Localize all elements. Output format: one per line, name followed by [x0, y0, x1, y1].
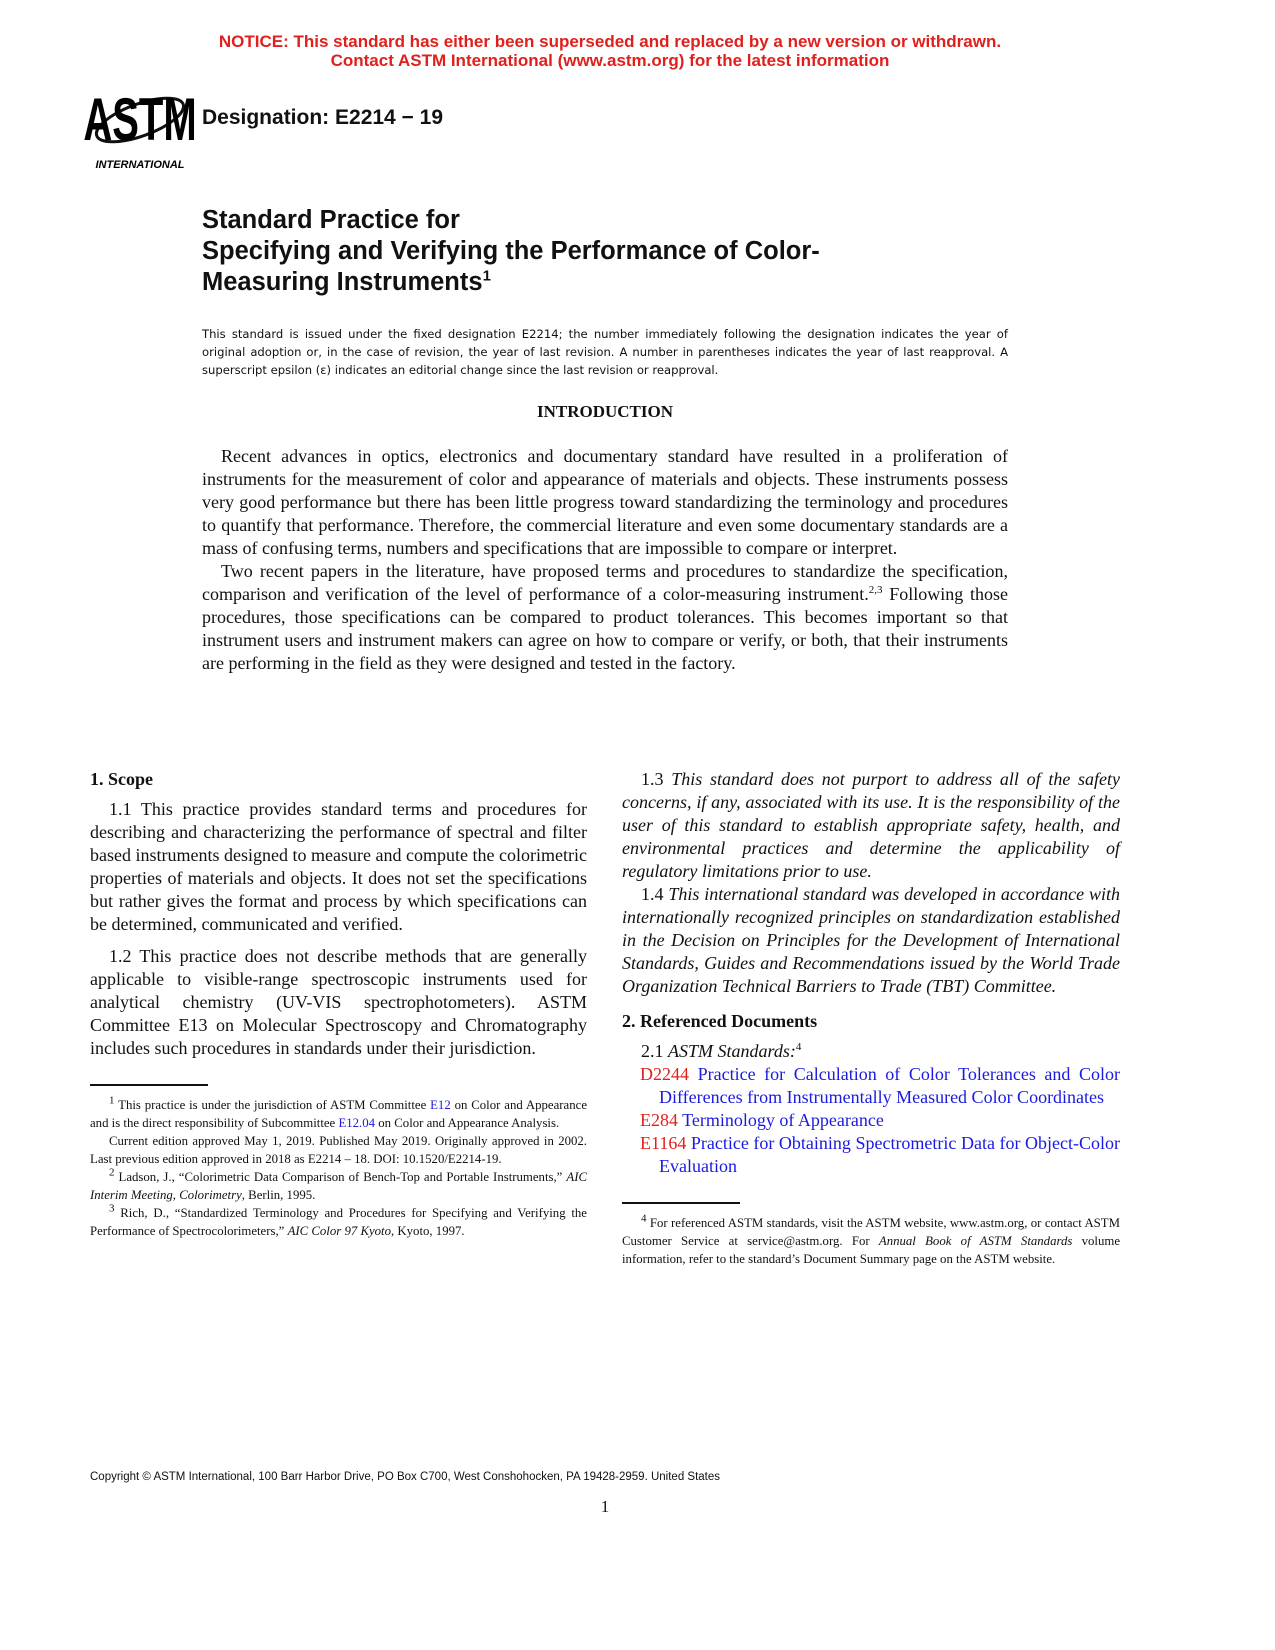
- title-line-1: Standard Practice for: [202, 206, 460, 234]
- footnote-ref: 4: [795, 1041, 802, 1053]
- text: AIC Interim Meeting, Colorimetry: [90, 1170, 587, 1202]
- text: Ladson, J., “Colorimetric Data Comparison of Bench-Top and Portable Instruments,”: [118, 1170, 567, 1184]
- title-line-3: Measuring Instruments: [202, 268, 483, 296]
- text: 1.3: [641, 769, 672, 789]
- reference-code-link[interactable]: D2244: [640, 1064, 689, 1084]
- supersede-notice: [0, 32, 1220, 70]
- paragraph-2-1: [622, 1040, 1120, 1063]
- designation: Designation: E2214 − 19: [202, 106, 444, 129]
- footnote-number: 3: [109, 1202, 115, 1215]
- title-footnote-ref: 1: [482, 267, 491, 285]
- text: 1.4: [641, 884, 669, 904]
- footnote-4: [622, 1214, 1120, 1268]
- text: This practice is under the jurisdiction of ASTM Committee: [118, 1098, 431, 1112]
- footnotes: [90, 1096, 587, 1240]
- intro-paragraph: [202, 560, 1008, 675]
- footnote-2: [90, 1168, 587, 1204]
- footnotes-right: [622, 1214, 1120, 1268]
- text: volume information, refer to the standard’s Document Summary page on the ASTM website.: [622, 1234, 1121, 1266]
- footnote-number: 2: [109, 1166, 115, 1179]
- text: Annual Book of ASTM Standards: [878, 1234, 1073, 1248]
- text: AIC Color 97 Kyoto: [287, 1224, 392, 1238]
- footnote-3: [90, 1204, 587, 1240]
- astm-logo: [83, 80, 197, 175]
- notice-line-2: Contact ASTM International (www.astm.org) for the latest information: [330, 51, 890, 70]
- left-column: [90, 768, 587, 1240]
- page-number: 1: [600, 1497, 610, 1516]
- footnote-number: 1: [109, 1094, 115, 1107]
- committee-e12-link[interactable]: E12: [430, 1098, 451, 1112]
- text: Rich, D., “Standardized Terminology and Procedures for Specifying and Verifying the Performance of Spectrocolorimeters,”: [90, 1206, 587, 1238]
- copyright: Copyright © ASTM International, 100 Barr Harbor Drive, PO Box C700, West Conshohocken, PA 19428-2959. United States: [90, 1471, 721, 1483]
- text: , Kyoto, 1997.: [391, 1224, 465, 1238]
- text: on Color and Appearance Analysis.: [375, 1116, 560, 1130]
- title-line-2: Specifying and Verifying the Performance of Color-: [202, 237, 820, 265]
- text: For referenced ASTM standards, visit the ASTM website, www.astm.org, or contact ASTM Customer Service at service@astm.org. For: [622, 1216, 1120, 1248]
- section-heading-scope: 1. Scope: [90, 769, 153, 789]
- text: Following those procedures, those specifications can be compared to product tolerances. This becomes important so that instrument users and instrument makers can agree on how to compare or verify, or both, that their instruments are performing in the field as they were designed and tested in the factory.: [202, 584, 1008, 673]
- reference-e284[interactable]: [622, 1109, 1120, 1132]
- section-heading-referenced-documents: 2. Referenced Documents: [622, 1011, 818, 1031]
- document-title: [202, 205, 820, 298]
- text: Two recent papers in the literature, have proposed terms and procedures to standardize the specification, comparison and verification of the level of performance of a color-measuring instrument.: [202, 561, 1008, 604]
- footnote-number: 4: [641, 1212, 647, 1225]
- reference-title-link[interactable]: Practice for Obtaining Spectrometric Data for Object-Color Evaluation: [659, 1133, 1120, 1176]
- edition-note: Current edition approved May 1, 2019. Published May 2019. Originally approved in 2002. Last previous edition approved in 2018 as E2214 – 18. DOI: 10.1520/E2214-19.: [90, 1134, 587, 1166]
- footnote-divider: [90, 1084, 208, 1086]
- text: 2.1: [641, 1041, 668, 1061]
- introduction: [202, 445, 1008, 675]
- svg-text:ASTM: ASTM: [83, 85, 197, 153]
- footnote-ref: 2,3: [868, 584, 883, 596]
- footnote-divider: [622, 1202, 740, 1204]
- text: This standard does not purport to address all of the safety concerns, if any, associated with its use. It is the responsibility of the user of this standard to establish appropriate safety, health, and environmental practices and determine the applicability of regulatory limitations prior to use.: [622, 769, 1121, 881]
- paragraph-1-4: [622, 883, 1120, 998]
- svg-text:INTERNATIONAL: INTERNATIONAL: [95, 159, 185, 171]
- paragraph-1-2: 1.2 This practice does not describe methods that are generally applicable to visible-range spectroscopic instruments used for analytical chemistry (UV-VIS spectrophotometers). ASTM Committee E13 on Molecular Spectroscopy and Chromatography includes such procedures in standards under their jurisdiction.: [90, 946, 587, 1058]
- paragraph-1-1: 1.1 This practice provides standard terms and procedures for describing and characterizing the performance of spectral and filter based instruments designed to measure and compute the colorimetric properties of materials and objects. It does not set the specifications but rather gives the format and process by which specifications can be determined, communicated and verified.: [90, 799, 587, 934]
- notice-line-1: NOTICE: This standard has either been superseded and replaced by a new version or withdrawn.: [218, 32, 1002, 51]
- reference-d2244[interactable]: [622, 1063, 1120, 1109]
- reference-code-link[interactable]: E284: [640, 1110, 678, 1130]
- intro-paragraph: Recent advances in optics, electronics and documentary standard have resulted in a proliferation of instruments for the measurement of color and appearance of materials and objects. These instruments possess very good performance but there has been little progress toward standardizing the terminology and procedures to quantify that performance. Therefore, the commercial literature and even some documentary standards are a mass of confusing terms, numbers and specifications that are impossible to compare or interpret.: [202, 446, 1008, 558]
- footnote-1: [90, 1096, 587, 1132]
- right-column: [622, 768, 1120, 1268]
- paragraph-1-3: [622, 768, 1120, 883]
- reference-title-link[interactable]: Practice for Calculation of Color Tolerances and Color Differences from Instrumentally Measured Color Coordinates: [659, 1064, 1120, 1107]
- subcommittee-e12-04-link[interactable]: E12.04: [338, 1116, 376, 1130]
- text: on Color and Appearance and is the direct responsibility of Subcommittee: [90, 1098, 587, 1130]
- issued-note: This standard is issued under the fixed designation E2214; the number immediately following the designation indicates the year of original adoption or, in the case of revision, the year of last revision. A number in parentheses indicates the year of last reapproval. A superscript epsilon (ε) indicates an editorial change since the last revision or reapproval.: [202, 327, 1008, 377]
- reference-code-link[interactable]: E1164: [640, 1133, 687, 1153]
- introduction-heading: INTRODUCTION: [536, 402, 674, 421]
- text: ASTM Standards:: [668, 1041, 796, 1061]
- text: This international standard was developed in accordance with internationally recognized principles on standardization established in the Decision on Principles for the Development of International Standards, Guides and Recommendations issued by the World Trade Organization Technical Barriers to Trade (TBT) Committee.: [622, 884, 1120, 996]
- reference-e1164[interactable]: [622, 1132, 1120, 1178]
- reference-title-link[interactable]: Terminology of Appearance: [678, 1110, 884, 1130]
- text: , Berlin, 1995.: [241, 1188, 316, 1202]
